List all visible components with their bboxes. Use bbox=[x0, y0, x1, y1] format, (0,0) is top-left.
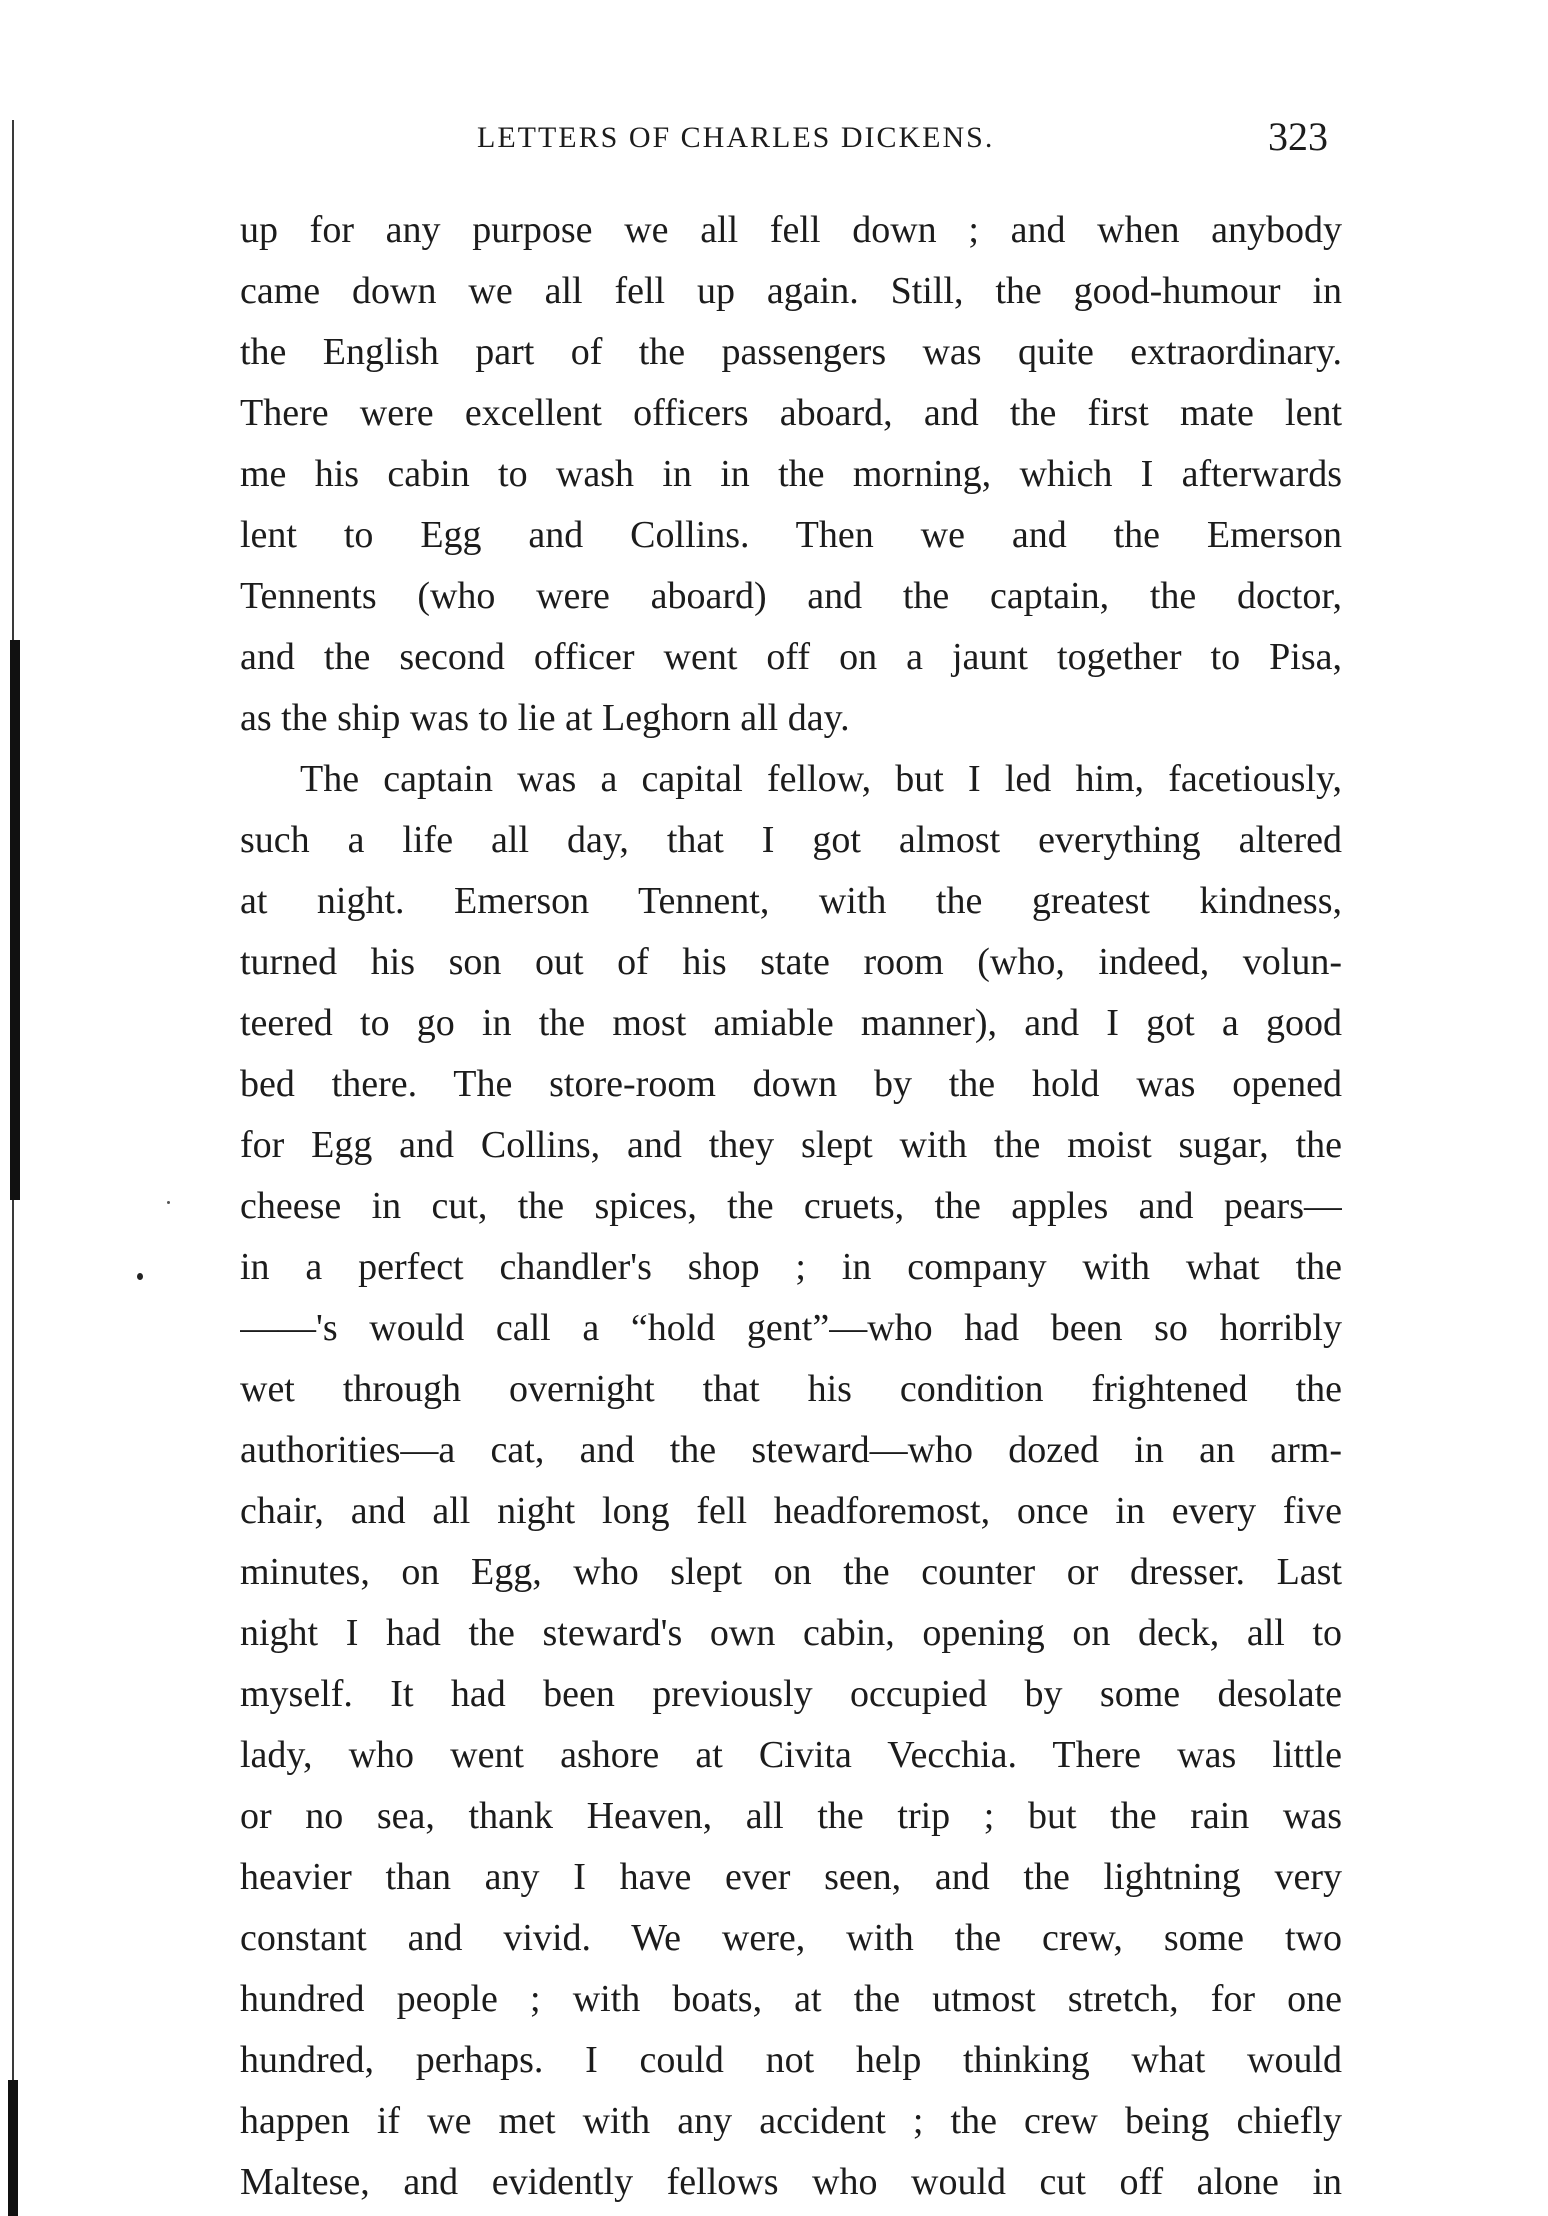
text-line: came down we all fell up again. Still, the good-humour in bbox=[240, 270, 1342, 312]
paragraph-start-line: The captain was a capital fellow, but I led him, facetiously, bbox=[300, 758, 1342, 800]
paragraph-end-line: as the ship was to lie at Leghorn all day. bbox=[240, 697, 850, 739]
text-line: myself. It had been previously occupied by some desolate bbox=[240, 1673, 1342, 1715]
text-line: turned his son out of his state room (who, indeed, volun- bbox=[240, 941, 1342, 983]
text-line: teered to go in the most amiable manner), and I got a good bbox=[240, 1002, 1342, 1044]
text-line: bed there. The store-room down by the hold was opened bbox=[240, 1063, 1342, 1105]
running-title: LETTERS OF CHARLES DICKENS. bbox=[477, 121, 995, 154]
text-line: night I had the steward's own cabin, opening on deck, all to bbox=[240, 1612, 1342, 1654]
text-line: such a life all day, that I got almost everything altered bbox=[240, 819, 1342, 861]
text-line: minutes, on Egg, who slept on the counter or dresser. Last bbox=[240, 1551, 1342, 1593]
text-line: hundred people ; with boats, at the utmost stretch, for one bbox=[240, 1978, 1342, 2020]
text-line: There were excellent officers aboard, and the first mate lent bbox=[240, 392, 1342, 434]
text-line: me his cabin to wash in in the morning, which I afterwards bbox=[240, 453, 1342, 495]
text-line: chair, and all night long fell headforemost, once in every five bbox=[240, 1490, 1342, 1532]
running-head bbox=[240, 113, 1340, 163]
text-line: or no sea, thank Heaven, all the trip ; but the rain was bbox=[240, 1795, 1342, 1837]
text-line: happen if we met with any accident ; the crew being chiefly bbox=[240, 2100, 1342, 2142]
text-line: in a perfect chandler's shop ; in company with what the bbox=[240, 1246, 1342, 1288]
ink-speck bbox=[137, 1273, 143, 1280]
text-line: Tennents (who were aboard) and the captain, the doctor, bbox=[240, 575, 1342, 617]
ink-speck bbox=[167, 1201, 170, 1204]
text-line: constant and vivid. We were, with the crew, some two bbox=[240, 1917, 1342, 1959]
text-line: up for any purpose we all fell down ; and when anybody bbox=[240, 209, 1342, 251]
text-line: hundred, perhaps. I could not help thinking what would bbox=[240, 2039, 1342, 2081]
text-line: cheese in cut, the spices, the cruets, the apples and pears— bbox=[240, 1185, 1342, 1227]
text-line: at night. Emerson Tennent, with the greatest kindness, bbox=[240, 880, 1342, 922]
scan-binding-shadow bbox=[10, 640, 20, 1200]
text-line: authorities—a cat, and the steward—who dozed in an arm- bbox=[240, 1429, 1342, 1471]
text-line: lady, who went ashore at Civita Vecchia. There was little bbox=[240, 1734, 1342, 1776]
text-line: heavier than any I have ever seen, and the lightning very bbox=[240, 1856, 1342, 1898]
text-line: Maltese, and evidently fellows who would cut off alone in bbox=[240, 2161, 1342, 2203]
text-line: for Egg and Collins, and they slept with the moist sugar, the bbox=[240, 1124, 1342, 1166]
text-line: the English part of the passengers was quite extraordinary. bbox=[240, 331, 1342, 373]
scan-binding-shadow-lower bbox=[8, 2080, 18, 2216]
text-line: lent to Egg and Collins. Then we and the Emerson bbox=[240, 514, 1342, 556]
page-number: 323 bbox=[1268, 114, 1328, 159]
text-line: ——'s would call a “hold gent”—who had been so horribly bbox=[240, 1307, 1342, 1349]
text-line: wet through overnight that his condition frightened the bbox=[240, 1368, 1342, 1410]
text-line: and the second officer went off on a jaunt together to Pisa, bbox=[240, 636, 1342, 678]
body-text bbox=[240, 200, 1342, 2213]
